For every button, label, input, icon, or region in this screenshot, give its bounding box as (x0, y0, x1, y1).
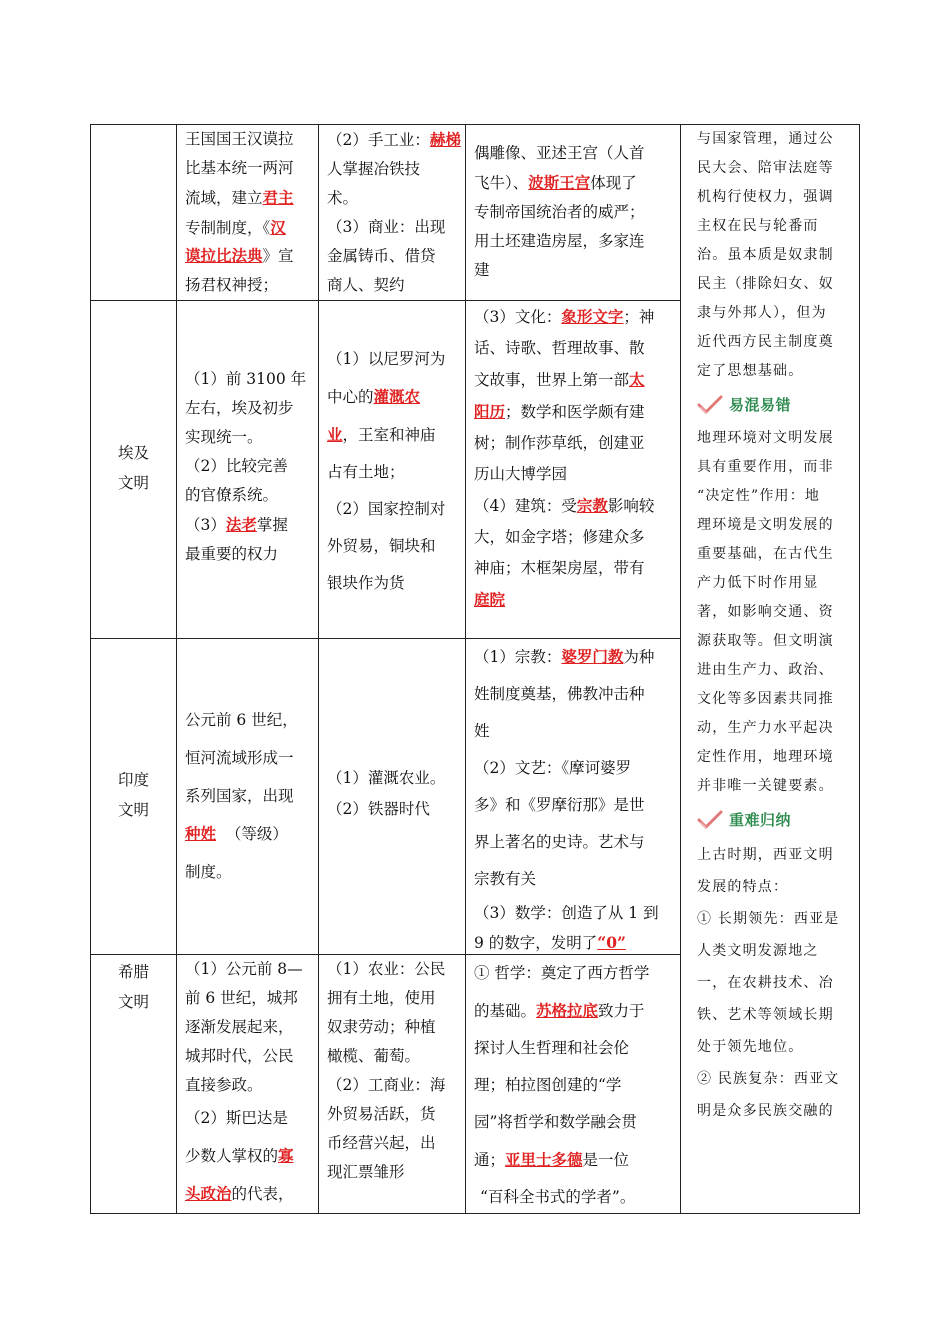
col-divider (465, 125, 466, 1213)
row0-politics-cont: 谟拉比法典》宣 扬君权神授； (185, 246, 294, 294)
civ-name-greece: 希腊 文明 (117, 963, 149, 1011)
col-divider (176, 125, 177, 1213)
section-title: 重难归纳 (729, 810, 792, 829)
keyword-highlight: 亚里士多德 (505, 1150, 583, 1169)
row2-politics: 公元前 6 世纪， 恒河流域形成一 系列国家，出现 种姓 （等级） 制度。 (185, 711, 298, 881)
row1-culture: （3）文化：象形文字；神 话、诗歌、哲理故事、散 文故事，世界上第一部太 阳历；数学和医学颇有建 树；制作莎草纸，创建亚 历山大博学园 （4）建筑：受宗教影响较 大，如金字塔；修建众多 神庙；木框架房屋，带有 庭院 (474, 301, 678, 615)
col-divider (680, 125, 681, 1213)
keyword-highlight: 庭院 (474, 590, 506, 609)
civ-name-egypt: 埃及 文明 (117, 444, 149, 492)
row0-politics: 王国国王汉谟拉 比基本统一两河 流域，建立君主 专制制度，《汉 (185, 130, 294, 237)
side-summary-text: 上古时期，西亚文明 发展的特点： ① 长期领先：西亚是 人类文明发源地之 一，在农耕技术、冶 铁、艺术等领域长期 处于领先地位。 ② 民族复杂：西亚文 明是众多民族交融的 (697, 847, 840, 1119)
section-header-confusion (697, 388, 851, 422)
keyword-highlight: 波斯王宫 (528, 173, 591, 192)
keyword-highlight: 太 (629, 370, 645, 389)
col-divider (318, 125, 319, 1213)
keyword-highlight: 阳历 (474, 402, 506, 421)
keyword-highlight: 象形文字 (561, 307, 624, 326)
side-notes (689, 125, 851, 1127)
civ-name-india: 印度 文明 (117, 771, 149, 819)
keyword-highlight: 君主 (262, 188, 294, 207)
keyword-highlight: 谟拉比法典 (185, 246, 263, 265)
side-confusion-text: 地理环境对文明发展 具有重要作用，而非 “决定性”作用：地 理环境是文明发展的 重要基础，在古代生 产力低下时作用显 著，如影响交通、资 源获取等。但文明演 进由生产力、政治、 文化等多因素共同推 动，生产力水平起决 定性作用，地理环境 并非唯一关键要素。 (697, 430, 834, 794)
keyword-highlight: 灌溉农 (373, 387, 421, 406)
row3-politics: （1）公元前 8— 前 6 世纪，城邦 逐渐发展起来， 城邦时代，公民 直接参政。 （2）斯巴达是 少数人掌权的寡 头政治的代表， (185, 960, 303, 1203)
row3-economy: （1）农业：公民 拥有土地，使用 奴隶劳动；种植 橄榄、葡萄。 （2）工商业：海 外贸易活跃，货 币经营兴起，出 现汇票雏形 (327, 960, 446, 1181)
keyword-highlight: 汉 (270, 218, 286, 237)
content-table (90, 124, 860, 1214)
check-icon (697, 809, 723, 831)
keyword-highlight: 种姓 (185, 824, 217, 843)
keyword-highlight: 苏格拉底 (536, 1001, 599, 1020)
section-header-summary (697, 803, 851, 837)
row0-economy: （2）手工业：赫梯 人掌握冶铁技 术。 （3）商业：出现 金属铸币、借贷 商人、契约 (327, 130, 461, 294)
section-title: 易混易错 (729, 395, 792, 414)
keyword-highlight: 宗教 (576, 496, 608, 515)
keyword-highlight: 头政治 (185, 1184, 232, 1203)
row2-economy: （1）灌溉农业。 （2）铁器时代 (327, 769, 446, 818)
keyword-highlight: 寡 (278, 1146, 294, 1165)
keyword-highlight: 婆罗门教 (561, 647, 624, 666)
keyword-highlight: 赫梯 (429, 130, 461, 149)
row0-culture: 偶雕像、亚述王宫（人首 飞牛）、波斯王宫体现了 专制帝国统治者的威严； 用土坯建造房屋，多家连 建 (474, 144, 645, 279)
row1-politics: （1）前 3100 年 左右，埃及初步 实现统一。 （2）比较完善 的官僚系统。 （3）法老掌握 最重要的权力 (185, 370, 307, 563)
row2-culture: （1）宗教：婆罗门教为种 姓制度奠基，佛教冲击种 姓 （2）文艺：《摩诃婆罗 多》和《罗摩衍那》是世 界上著名的史诗。艺术与 宗教有关 （3）数学：创造了从 1 到 9 的数字，发明了“0” (474, 647, 659, 952)
keyword-highlight: 法老 (225, 515, 257, 534)
check-icon (697, 394, 723, 416)
keyword-highlight: “0” (597, 933, 626, 952)
row1-economy: （1）以尼罗河为 中心的灌溉农 业，王室和神庙 占有土地； （2）国家控制对 外贸易，铜块和 银块作为货 (327, 350, 446, 592)
keyword-highlight: 业 (327, 425, 343, 444)
side-top-text: 与国家管理，通过公 民大会、陪审法庭等 机构行使权力，强调 主权在民与轮番而 治。虽本质是奴隶制 民主（排除妇女、奴 隶与外邦人），但为 近代西方民主制度奠 定了思想基础。 (697, 131, 834, 379)
row3-culture: ① 哲学：奠定了西方哲学 的基础。苏格拉底致力于 探讨人生哲理和社会伦 理；柏拉图创建的“学 园”将哲学和数学融会贯 通；亚里士多德是一位 “百科全书式的学者”。 (474, 964, 650, 1206)
